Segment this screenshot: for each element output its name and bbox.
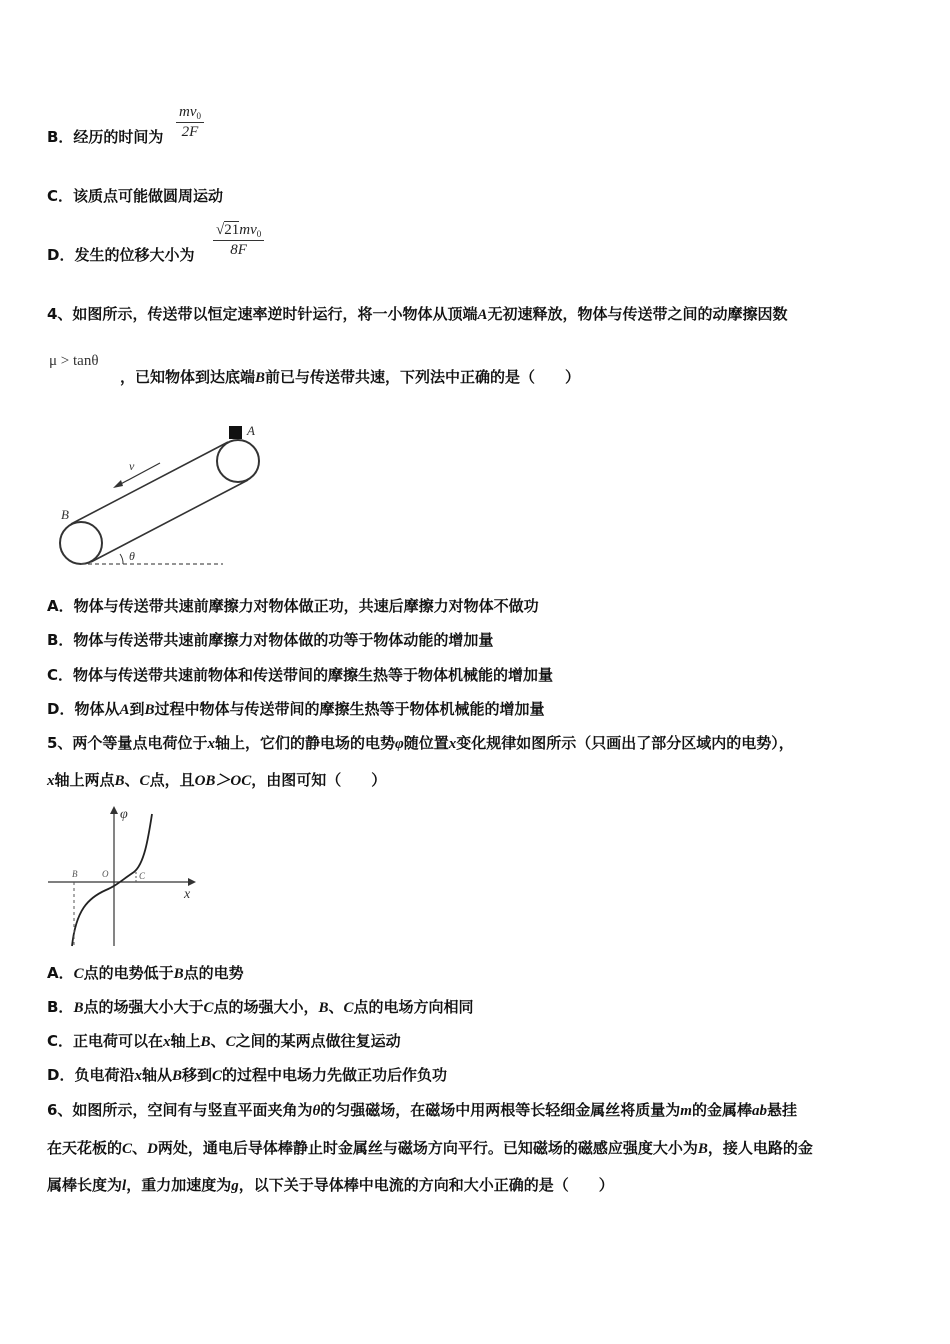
text: 、 [328, 998, 344, 1016]
potential-graph-figure [44, 800, 204, 952]
text: 无初速释放，物体与传送带之间的动摩擦因数 [487, 305, 788, 323]
q3-option-b[interactable] [47, 127, 163, 147]
text: ，由图可知（ ） [251, 771, 387, 789]
q6-stem-line2 [47, 1138, 813, 1159]
label-B: B [72, 869, 78, 879]
q3-option-b-fraction [176, 104, 204, 141]
var-C: C [122, 1141, 133, 1157]
q4-option-a[interactable] [47, 596, 539, 616]
text: C．正电荷可以在 [47, 1032, 164, 1050]
text: A．物体与传送带共速前摩擦力对物体做正功，共速后摩擦力对物体不做功 [47, 597, 539, 615]
sqrt-icon: √ [216, 222, 225, 238]
var-C: C [203, 1000, 214, 1016]
var-B: B [114, 773, 125, 789]
frac-subscript: 0 [196, 111, 201, 121]
q5-stem-line2 [47, 770, 386, 791]
text: 属棒长度为 [47, 1176, 123, 1194]
var-A: A [477, 307, 488, 323]
var-x: x [448, 736, 457, 752]
label-C: C [139, 871, 146, 881]
var-x: x [163, 1034, 171, 1050]
text: B． [47, 998, 74, 1016]
text: 、 [210, 1032, 226, 1050]
text: 两处，通电后导体棒静止时金属丝与磁场方向平行。已知磁场的磁感应强度大小为 [157, 1139, 698, 1157]
text: 点的场强大小大于 [83, 998, 204, 1016]
text: 点的场强大小， [213, 998, 319, 1016]
q4-mu-expression: μ > tanθ [49, 353, 99, 369]
belt-top [71, 442, 228, 524]
var-C: C [73, 966, 84, 982]
conveyor-belt-figure [45, 418, 275, 578]
var-B: B [318, 1000, 329, 1016]
label-phi: φ [120, 807, 128, 822]
text: 移到 [181, 1066, 212, 1084]
frac-subscript: 0 [256, 229, 262, 239]
text: C．物体与传送带共速前物体和传送带间的摩擦生热等于物体机械能的增加量 [47, 666, 554, 684]
q3-option-c-text: C．该质点可能做圆周运动 [47, 187, 224, 205]
text: ，已知物体到达底端 [120, 368, 256, 386]
q3-option-d-text: D．发生的位移大小为 [47, 246, 195, 264]
q5-option-a[interactable] [47, 963, 244, 984]
var-A: A [119, 702, 130, 718]
lower-pulley [60, 522, 102, 564]
text: 轴上 [170, 1032, 201, 1050]
var-x: x [134, 1068, 142, 1084]
q3-option-d-fraction [213, 222, 264, 259]
text: 轴上，它们的静电场的电势 [214, 734, 395, 752]
label-O: O [102, 869, 109, 879]
label-theta: θ [129, 549, 135, 563]
q5-option-b[interactable] [47, 997, 474, 1018]
text: 悬挂 [766, 1101, 797, 1119]
sqrt-radicand: 21 [224, 222, 240, 238]
var-C: C [343, 1000, 354, 1016]
text: ，重力加速度为 [126, 1176, 232, 1194]
frac-numerator: mv [179, 104, 197, 120]
q4-option-c[interactable] [47, 665, 553, 685]
velocity-arrow [117, 463, 160, 486]
var-l: l [122, 1178, 127, 1194]
text: 变化规律如图所示（只画出了部分区域内的电势）， [456, 734, 794, 752]
var-g: g [231, 1178, 239, 1194]
text: 轴上两点 [54, 771, 115, 789]
text: 4、如图所示，传送带以恒定速率逆时针运行，将一小物体从顶端 [47, 305, 478, 323]
var-B: B [697, 1141, 708, 1157]
var-B: B [173, 966, 184, 982]
var-B: B [255, 370, 266, 386]
q5-option-c[interactable] [47, 1031, 401, 1052]
var-theta: θ [312, 1103, 321, 1119]
text: 在天花板的 [47, 1139, 123, 1157]
text: 过程中物体与传送带间的摩擦生热等于物体机械能的增加量 [154, 700, 545, 718]
phi-axis-arrow-icon [110, 806, 118, 814]
text: 点的电势低于 [83, 964, 174, 982]
q3-option-c[interactable] [47, 186, 223, 206]
label-A: A [247, 423, 255, 438]
label-v: v [129, 459, 135, 473]
text: 6、如图所示，空间有与竖直平面夹角为 [47, 1101, 313, 1119]
q4-option-b[interactable] [47, 630, 493, 650]
text: 点，且 [149, 771, 195, 789]
label-x: x [184, 887, 191, 902]
text: A． [47, 964, 74, 982]
text: 之间的某两点做往复运动 [235, 1032, 401, 1050]
text: 5、两个等量点电荷位于 [47, 734, 208, 752]
text: B．物体与传送带共速前摩擦力对物体做的功等于物体动能的增加量 [47, 631, 494, 649]
angle-arc [120, 554, 123, 564]
text: 点的电场方向相同 [353, 998, 474, 1016]
text: 的匀强磁场，在磁场中用两根等长轻细金属丝将质量为 [320, 1101, 681, 1119]
text: 到 [129, 700, 145, 718]
x-axis-arrow-icon [188, 878, 196, 886]
var-B: B [200, 1034, 211, 1050]
var-B: B [144, 702, 155, 718]
var-ab: ab [751, 1103, 767, 1119]
q4-option-d[interactable] [47, 699, 545, 720]
q6-stem-line3 [47, 1175, 614, 1196]
var-B: B [73, 1000, 84, 1016]
text: 的金属棒 [691, 1101, 752, 1119]
q5-option-d[interactable] [47, 1065, 447, 1086]
frac-numerator: mv [239, 222, 257, 238]
var-phi: φ [394, 736, 404, 752]
q3-option-d[interactable] [47, 245, 194, 265]
var-x: x [207, 736, 215, 752]
object-block [229, 426, 242, 439]
text: 随位置 [403, 734, 449, 752]
var-C: C [212, 1068, 223, 1084]
var-C: C [225, 1034, 236, 1050]
text: ，接人电路的金 [707, 1139, 813, 1157]
text: ，以下关于导体棒中电流的方向和大小正确的是（ ） [238, 1176, 614, 1194]
upper-pulley [217, 440, 259, 482]
var-B: B [171, 1068, 182, 1084]
var-x: x [47, 773, 55, 789]
arrow-head-icon [113, 480, 123, 488]
q6-stem-line1 [47, 1100, 797, 1121]
belt-bottom [91, 480, 248, 562]
text: D．负电荷沿 [47, 1066, 135, 1084]
text: D．物体从 [47, 700, 120, 718]
q3-option-b-text: B．经历的时间为 [47, 128, 164, 146]
q5-stem-line1 [47, 733, 794, 754]
text: 前已与传送带共速，下列法中正确的是（ ） [265, 368, 581, 386]
frac-denominator: 8F [230, 242, 247, 258]
text: 点的电势 [183, 964, 244, 982]
q4-stem-line1 [47, 304, 787, 325]
text: 轴从 [141, 1066, 172, 1084]
var-D: D [147, 1141, 158, 1157]
comparison: OB＞OC [194, 773, 252, 789]
var-m: m [680, 1103, 692, 1119]
text: 的过程中电场力先做正功后作负功 [222, 1066, 448, 1084]
text: 、 [124, 771, 140, 789]
label-B: B [61, 507, 69, 522]
frac-denominator: 2F [181, 124, 199, 140]
q4-stem-line2 [120, 367, 580, 388]
text: 、 [132, 1139, 148, 1157]
var-C: C [139, 773, 150, 789]
